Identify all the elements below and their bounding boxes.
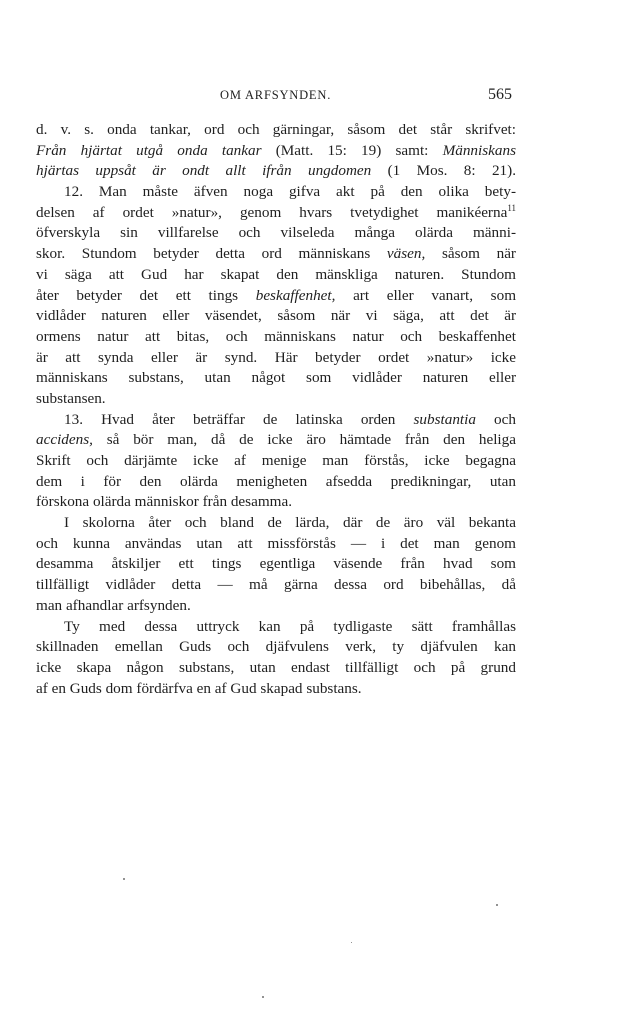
page-number: 565 — [488, 86, 512, 103]
text-line — [36, 596, 516, 617]
italic-text: beskaffenhet, — [255, 286, 336, 304]
running-head — [0, 88, 624, 110]
text-span: vidlåder naturen eller väsendet, såsom när vi säga, att det är — [36, 307, 516, 325]
italic-text: accidens, — [36, 431, 93, 449]
text-line — [36, 637, 516, 658]
text-span: ormens natur att bitas, och människans natur och beskaffenhet — [36, 327, 516, 345]
text-span: såsom när — [425, 245, 516, 263]
text-line — [36, 244, 516, 265]
text-line — [36, 182, 516, 203]
text-span: är att synda eller är synd. Här betyder ordet »natur» icke — [36, 348, 516, 366]
text-span: (Matt. 15: 19) samt: — [261, 141, 443, 159]
text-line — [36, 534, 516, 555]
text-span: dem i för den olärda menigheten afsedda predikningar, utan — [36, 472, 516, 490]
text-line — [36, 658, 516, 679]
text-span: vi säga att Gud har skapat den mänskliga naturen. Stundom — [36, 265, 516, 283]
text-line — [36, 389, 516, 410]
text-span: och kunna användas utan att missförstås — i det man genom — [36, 534, 516, 552]
text-span: icke skapa någon substans, utan endast tillfälligt och på grund — [36, 658, 516, 676]
text-span: Ty med dessa uttryck kan på tydligaste sätt framhållas — [64, 617, 516, 635]
text-span: delsen af ordet »natur», genom hvars tvetydighet manikéerna — [36, 203, 508, 221]
footnote-marker: 11 — [507, 202, 516, 213]
text-line — [36, 141, 516, 162]
text-line — [36, 554, 516, 575]
text-line — [36, 451, 516, 472]
text-line — [36, 203, 516, 224]
italic-text: Från hjärtat utgå onda tankar — [36, 141, 262, 159]
text-line — [36, 679, 516, 700]
text-line — [36, 617, 516, 638]
text-line — [36, 327, 516, 348]
text-span: Skrift och därjämte icke af menige man förstås, icke begagna — [36, 452, 516, 469]
text-line — [36, 348, 516, 369]
text-span: desamma åtskiljer ett tings egentliga väsende från hvad som — [36, 555, 516, 573]
text-span: och — [475, 410, 516, 428]
text-span: skor. Stundom betyder detta ord människans — [36, 245, 387, 263]
italic-text: hjärtas uppsåt är ondt allt ifrån ungdomen — [36, 162, 372, 180]
speck — [351, 942, 352, 943]
text-line — [36, 575, 516, 596]
text-span: art eller vanart, som — [335, 286, 517, 304]
italic-text: substantia — [413, 410, 476, 428]
text-line — [36, 306, 516, 327]
speck — [262, 996, 264, 998]
text-span: så bör man, då de icke äro hämtade från den heliga — [92, 431, 516, 449]
speck — [123, 878, 125, 880]
text-span: (1 Mos. 8: 21). — [371, 162, 516, 180]
text-span: I skolorna åter och bland de lärda, där de äro väl bekanta — [64, 514, 516, 532]
text-span: människans substans, utan något som vidlåder naturen eller — [36, 369, 516, 387]
text-span: af en Guds dom fördärfva en af Gud skapad substans. — [36, 679, 362, 697]
text-span: tillfälligt vidlåder detta — må gärna dessa ord bibehållas, då — [36, 576, 516, 594]
italic-text: väsen, — [386, 245, 426, 263]
text-line — [36, 430, 516, 451]
text-line — [36, 265, 516, 286]
text-span: skillnaden emellan Guds och djäfvulens verk, ty djäfvulen kan — [36, 638, 516, 656]
text-span: öfverskyla sin villfarelse och vilseleda många olärda männi- — [36, 224, 516, 242]
text-line — [36, 120, 516, 141]
text-line — [36, 492, 516, 513]
text-span: förskona olärda människor från desamma. — [36, 493, 292, 511]
text-line — [36, 223, 516, 244]
text-line — [36, 286, 516, 307]
text-line — [36, 161, 516, 182]
text-line — [36, 410, 516, 431]
text-span: man afhandlar arfsynden. — [36, 596, 191, 614]
text-span: åter betyder det ett tings — [36, 286, 256, 304]
text-span: d. v. s. onda tankar, ord och gärningar, såsom det står skrifvet: — [36, 121, 516, 138]
text-line — [36, 368, 516, 389]
text-span: substansen. — [36, 389, 106, 407]
italic-text: Människans — [442, 141, 516, 159]
running-title: OM ARFSYNDEN. — [220, 88, 332, 102]
body-text — [36, 120, 516, 699]
text-span: 12. Man måste äfven noga gifva akt på den olika bety- — [64, 183, 516, 201]
speck — [496, 904, 498, 906]
text-line — [36, 472, 516, 493]
text-line — [36, 513, 516, 534]
text-span: 13. Hvad åter beträffar de latinska orden — [64, 410, 414, 428]
